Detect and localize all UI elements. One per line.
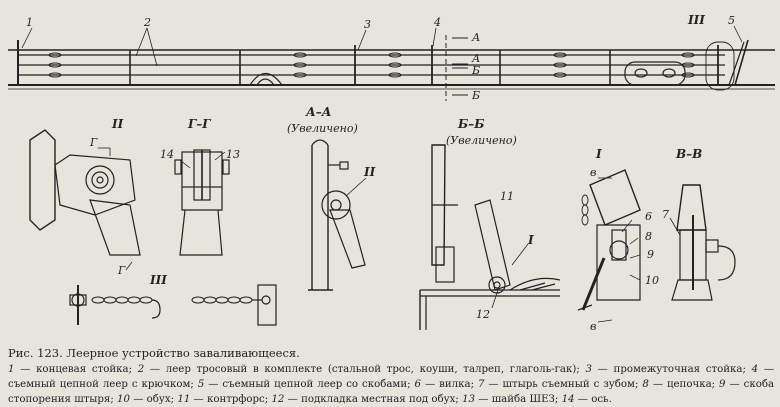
label-13: 13 <box>226 148 240 161</box>
railing-overview <box>8 26 775 101</box>
legend-number: 13 <box>462 394 476 405</box>
label-view-II: II <box>112 117 124 131</box>
label-view-GG: Г–Г <box>188 117 211 131</box>
label-view-I: I <box>596 147 602 161</box>
label-BB-zoom: (Увеличено) <box>446 134 517 147</box>
label-4: 4 <box>434 16 441 29</box>
legend-number: 3 <box>585 364 592 375</box>
legend-text: — скоба стопорения штыря; <box>8 379 775 405</box>
legend-number: 14 <box>561 394 575 405</box>
label-3: 3 <box>364 18 371 31</box>
legend-item <box>117 394 177 405</box>
detail-view-GG <box>175 150 229 255</box>
label-1: 1 <box>26 16 33 29</box>
label-section-A1: А <box>472 31 481 44</box>
label-v1: в <box>590 166 597 179</box>
legend-text: — штырь съемный с зубом; <box>484 379 643 390</box>
legend-text: — концевая стойка; <box>14 364 138 375</box>
label-8: 8 <box>645 230 652 243</box>
legend-number: 4 <box>751 364 759 375</box>
legend-number: 10 <box>117 394 130 405</box>
legend-text: — шайба ШЕЗ; <box>475 394 562 405</box>
legend-number: 2 <box>137 364 145 375</box>
section-view-VV <box>670 185 735 300</box>
legend-number: 11 <box>177 394 191 405</box>
legend-item <box>271 394 462 405</box>
legend-text: — леер тросовый в комплекте (стальной трос, коуши, талреп, глаголь-гак); <box>144 364 586 375</box>
label-G2: Г <box>118 264 126 277</box>
label-BB-I: I <box>528 233 534 247</box>
label-section-B1: Б <box>472 64 481 77</box>
label-7: 7 <box>662 208 669 221</box>
detail-view-III <box>70 285 276 325</box>
legend-item <box>177 394 271 405</box>
label-III-top: III <box>688 13 705 27</box>
label-9: 9 <box>647 248 654 261</box>
detail-view-I <box>578 170 640 322</box>
label-AA-II: II <box>364 165 376 179</box>
label-AA-zoom: (Увеличено) <box>287 122 358 135</box>
label-v2: в <box>590 320 597 333</box>
caption-legend <box>8 364 774 405</box>
figure-caption <box>8 346 774 407</box>
label-section-B2: Б <box>472 89 481 102</box>
label-section-A2: А <box>472 52 481 65</box>
label-G1: Г <box>90 136 98 149</box>
legend-number: 5 <box>197 379 205 390</box>
legend-text: — подкладка местная под обух; <box>284 394 463 405</box>
caption-title: Рис. 123. Леерное устройство заваливающееся. <box>8 346 300 360</box>
legend-text: — обух; <box>130 394 178 405</box>
legend-text: — съемный цепной леер с крючком; <box>8 364 775 390</box>
label-2: 2 <box>144 16 151 29</box>
label-view-VV: В–В <box>676 147 703 161</box>
label-view-BB: Б–Б <box>458 117 485 131</box>
legend-number: 12 <box>271 394 285 405</box>
legend-text: — контрфорс; <box>190 394 272 405</box>
legend-number: 9 <box>719 379 726 390</box>
legend-text: — ось. <box>574 394 612 405</box>
label-14: 14 <box>160 148 174 161</box>
legend-item <box>478 379 642 390</box>
legend-text: — цепочка; <box>648 379 720 390</box>
legend-item <box>562 394 612 405</box>
legend-item <box>8 364 138 375</box>
label-view-AA: А–А <box>306 105 332 119</box>
legend-text: — промежуточная стойка; <box>591 364 752 375</box>
legend-item <box>198 379 415 390</box>
legend-item <box>462 394 562 405</box>
diagram-labels <box>26 13 735 333</box>
label-12: 12 <box>476 308 490 321</box>
legend-text: — съемный цепной леер со скобами; <box>204 379 415 390</box>
legend-item <box>138 364 586 375</box>
legend-number: 6 <box>414 379 422 390</box>
legend-number: 8 <box>642 379 649 390</box>
legend-text: — вилка; <box>421 379 478 390</box>
legend-item <box>585 364 751 375</box>
section-view-AA <box>308 140 366 290</box>
legend-number: 7 <box>477 379 485 390</box>
label-6: 6 <box>645 210 652 223</box>
detail-view-II <box>30 130 140 270</box>
label-10: 10 <box>645 274 659 287</box>
section-view-BB <box>420 145 560 330</box>
label-5: 5 <box>728 14 735 27</box>
label-view-III: III <box>150 273 167 287</box>
legend-item <box>415 379 478 390</box>
legend-item <box>642 379 719 390</box>
legend-number: 1 <box>8 364 15 375</box>
label-11: 11 <box>500 190 514 203</box>
